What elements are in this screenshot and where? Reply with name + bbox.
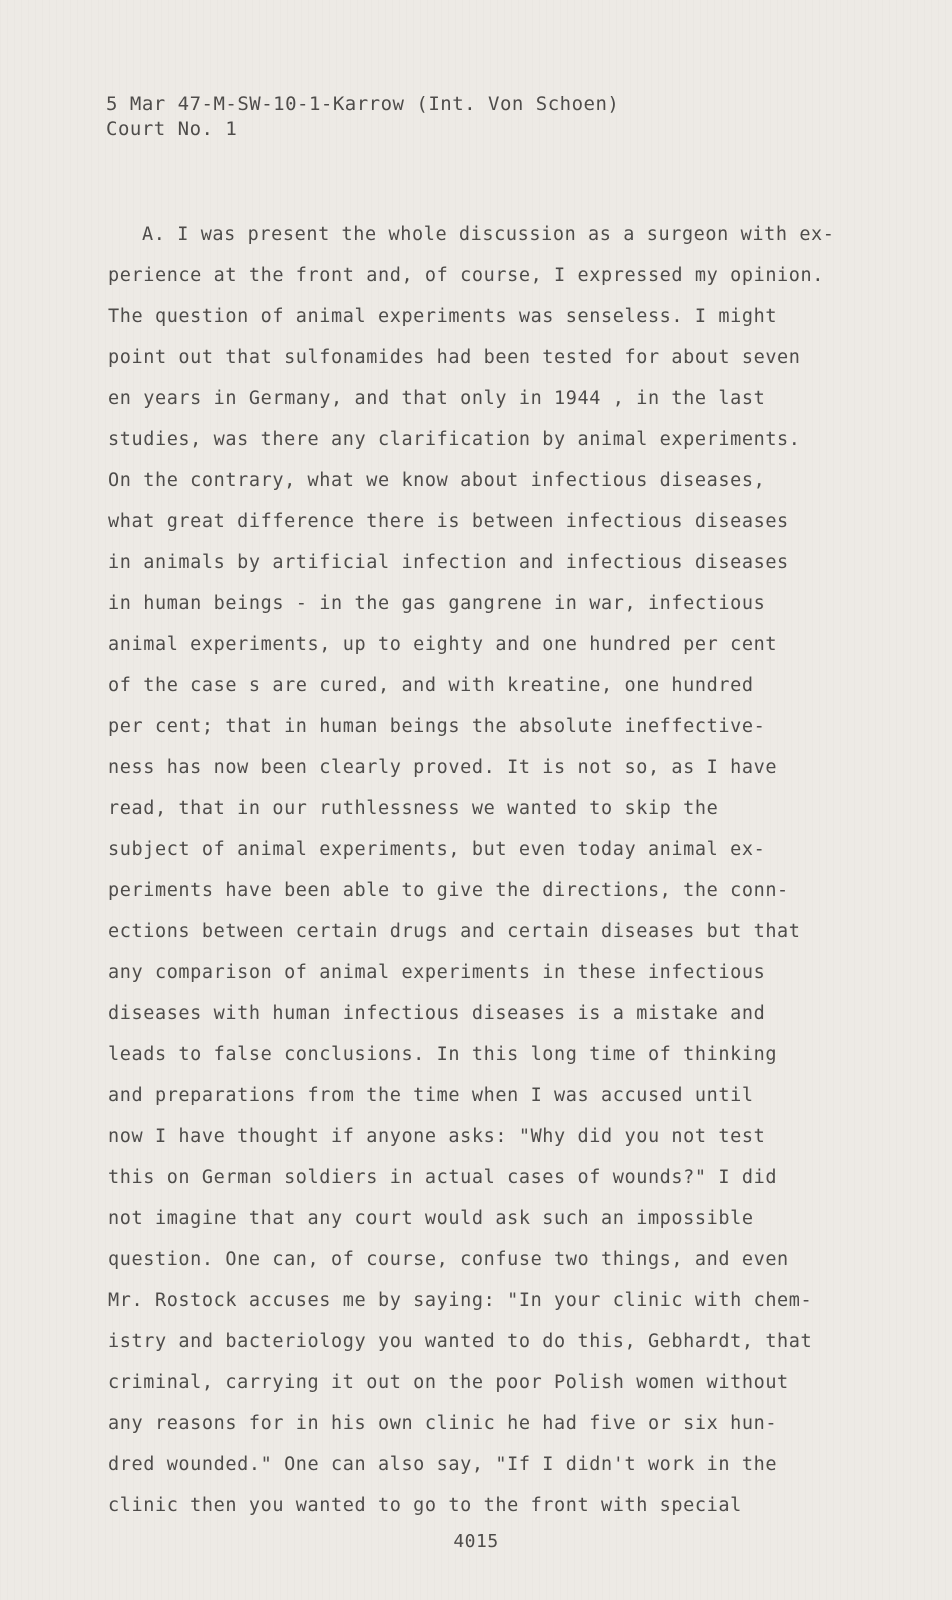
text-line: perience at the front and, of course, I expressed my opinion. <box>108 265 825 286</box>
text-line: animal experiments, up to eighty and one hundred per cent <box>108 634 778 655</box>
page-number: 4015 <box>453 1531 499 1552</box>
text-line: read, that in our ruthlessness we wanted to skip the <box>108 798 719 819</box>
text-line: and preparations from the time when I was accused until <box>108 1085 754 1106</box>
text-line: leads to false conclusions. In this long time of thinking <box>108 1044 778 1065</box>
text-line: any comparison of animal experiments in these infectious <box>108 962 766 983</box>
text-line: ections between certain drugs and certain diseases but that <box>108 921 801 942</box>
text-line: question. One can, of course, confuse two things, and even <box>108 1249 789 1270</box>
text-line: studies, was there any clarification by animal experiments. <box>108 429 801 450</box>
text-line: what great difference there is between infectious diseases <box>108 511 789 532</box>
text-line: in animals by artificial infection and infectious diseases <box>108 552 789 573</box>
text-line: point out that sulfonamides had been tested for about seven <box>108 347 801 368</box>
text-line: A. I was present the whole discussion as a surgeon with ex- <box>142 224 835 245</box>
text-line: clinic then you wanted to go to the front with special <box>108 1495 742 1516</box>
text-line: per cent; that in human beings the absolute ineffective- <box>108 716 766 737</box>
text-line: en years in Germany, and that only in 1944 , in the last <box>108 388 766 409</box>
text-line: Mr. Rostock accuses me by saying: "In your clinic with chem- <box>108 1290 813 1311</box>
text-line: diseases with human infectious diseases is a mistake and <box>108 1003 766 1024</box>
header-court-line: Court No. 1 <box>106 118 238 140</box>
text-line: The question of animal experiments was senseless. I might <box>108 306 778 327</box>
text-line: ness has now been clearly proved. It is not so, as I have <box>108 757 778 778</box>
text-line: now I have thought if anyone asks: "Why did you not test <box>108 1126 766 1147</box>
document-header <box>106 92 619 142</box>
text-line: not imagine that any court would ask such an impossible <box>108 1208 754 1229</box>
text-line: this on German soldiers in actual cases of wounds?" I did <box>108 1167 778 1188</box>
text-line: subject of animal experiments, but even today animal ex- <box>108 839 766 860</box>
text-line: criminal, carrying it out on the poor Polish women without <box>108 1372 789 1393</box>
header-reference-line: 5 Mar 47-M-SW-10-1-Karrow (Int. Von Schoen) <box>106 93 620 115</box>
testimony-body <box>108 214 848 1526</box>
text-line: periments have been able to give the directions, the conn- <box>108 880 789 901</box>
text-line: any reasons for in his own clinic he had five or six hun- <box>108 1413 778 1434</box>
text-line: of the case s are cured, and with kreatine, one hundred <box>108 675 754 696</box>
text-line: On the contrary, what we know about infectious diseases, <box>108 470 766 491</box>
text-line: dred wounded." One can also say, "If I didn't work in the <box>108 1454 778 1475</box>
text-line: in human beings - in the gas gangrene in war, infectious <box>108 593 766 614</box>
text-line: istry and bacteriology you wanted to do this, Gebhardt, that <box>108 1331 813 1352</box>
